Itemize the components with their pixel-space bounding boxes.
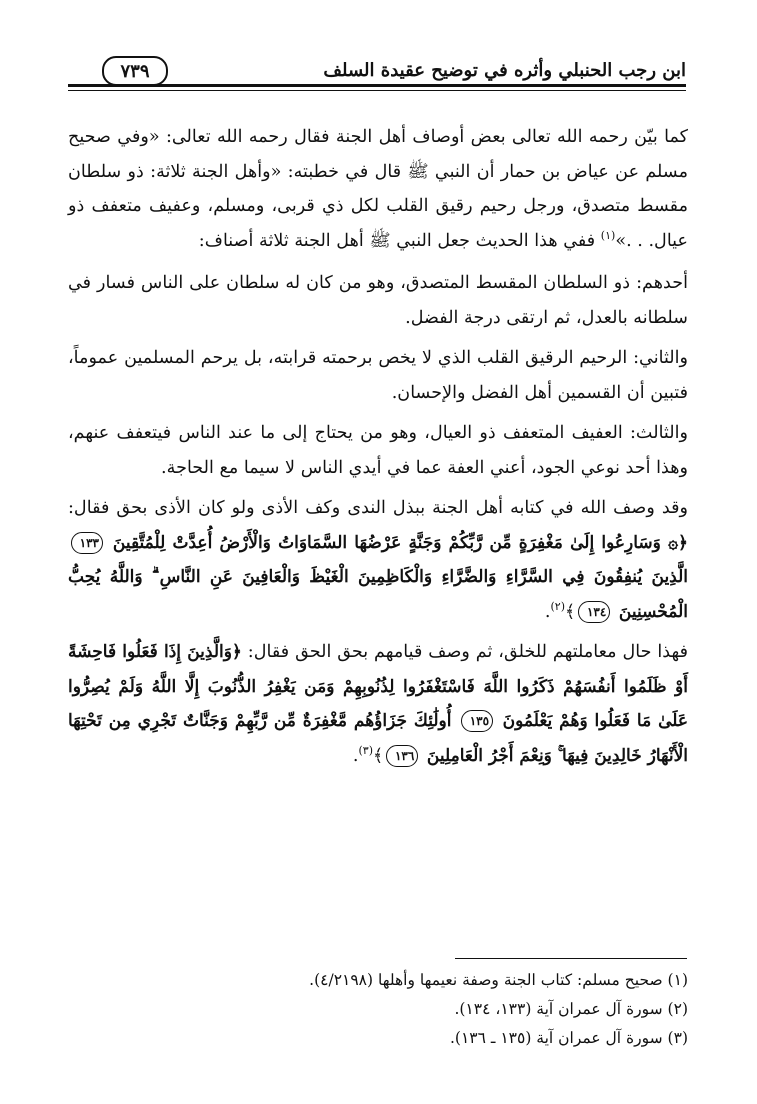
page-header xyxy=(68,52,686,100)
ayah-marker-135: ١٣٥ xyxy=(461,710,493,732)
intro-continuation: ففي هذا الحديث جعل النبي ﷺ أهل الجنة ثلاثة أصناف: xyxy=(198,230,596,251)
footnote-ref-1: (١) xyxy=(600,228,616,242)
running-title: ابن رجب الحنبلي وأثره في توضيح عقيدة السلف xyxy=(323,60,686,81)
paragraph-first-type: أحدهم: ذو السلطان المقسط المتصدق، وهو من كان له سلطان على الناس فسار في سلطانه بالعدل، ثم ارتقى درجة الفضل. xyxy=(68,273,688,328)
quran-1-intro: وقد وصف الله في كتابه أهل الجنة ببذل الندى وكف الأذى ولو كان الأذى بحق فقال: xyxy=(68,498,688,518)
page-number: ٧٣٩ xyxy=(102,56,168,86)
quran-2-intro: فهذا حال معاملتهم للخلق، ثم وصف قيامهم بحق الحق فقال: xyxy=(247,642,689,662)
quran-verse-136: أُولَٰئِكَ جَزَاؤُهُم مَّغْفِرَةٌ مِّن رَّبِّهِمْ وَجَنَّاتٌ تَجْرِي مِن تَحْتِهَا الْأَنْهَارُ خَالِدِينَ فِيهَا ۚ وَنِعْمَ أَجْرُ الْعَامِلِينَ xyxy=(68,711,688,766)
footnote-separator xyxy=(455,958,687,959)
ayah-marker-133: ١٣٣ xyxy=(71,532,103,554)
quran-1-close: ﴾ xyxy=(565,601,576,622)
header-rule-thick xyxy=(68,84,686,87)
quran-verse-133: ﴿۞ وَسَارِعُوا إِلَىٰ مَغْفِرَةٍ مِّن رَّبِّكُمْ وَجَنَّةٍ عَرْضُهَا السَّمَاوَاتُ وَالْأَرْضُ أُعِدَّتْ لِلْمُتَّقِينَ xyxy=(112,532,688,553)
page-body xyxy=(68,120,688,781)
intro-text: كما بيّن رحمه الله تعالى بعض أوصاف أهل الجنة فقال رحمه الله تعالى: «وفي صحيح مسلم عن عياض بن حمار أن النبي ﷺ قال في خطبته: «وأهل الجنة ثلاثة: ذو سلطان مقسط متصدق، ورجل رحيم رقيق القلب لكل ذي قربى، ومسلم، وعفيف متعفف ذو عيال. . .» xyxy=(68,127,688,251)
ayah-marker-136: ١٣٦ xyxy=(386,745,418,767)
quran-verse-134: الَّذِينَ يُنفِقُونَ فِي السَّرَّاءِ وَالضَّرَّاءِ وَالْكَاظِمِينَ الْغَيْظَ وَالْعَافِينَ عَنِ النَّاسِ ۗ وَاللَّهُ يُحِبُّ الْمُحْسِنِينَ xyxy=(68,567,688,622)
footnotes xyxy=(68,966,688,1053)
paragraph-third-type: والثالث: العفيف المتعفف ذو العيال، وهو من يحتاج إلى ما عند الناس فيتعفف عنهم، وهذا أحد نوعي الجود، أعني العفة عما في أيدي الناس لا سيما مع الحاجة. xyxy=(68,423,688,478)
footnote-2: (٢) سورة آل عمران آية (١٣٣، ١٣٤). xyxy=(454,1000,688,1018)
footnote-1: (١) صحيح مسلم: كتاب الجنة وصفة نعيمها وأهلها (٤/٢١٩٨). xyxy=(309,971,688,989)
paragraph-intro xyxy=(68,120,688,258)
footnote-ref-2: (٢) xyxy=(550,599,566,613)
quran-verse-135: ﴿وَالَّذِينَ إِذَا فَعَلُوا فَاحِشَةً أَوْ ظَلَمُوا أَنفُسَهُمْ ذَكَرُوا اللَّهَ فَاسْتَغْفَرُوا لِذُنُوبِهِمْ وَمَن يَغْفِرُ الذُّنُوبَ إِلَّا اللَّهُ وَلَمْ يُصِرُّوا عَلَىٰ مَا فَعَلُوا وَهُمْ يَعْلَمُونَ xyxy=(68,642,689,731)
footnote-3: (٣) سورة آل عمران آية (١٣٥ ـ ١٣٦). xyxy=(449,1029,688,1047)
paragraph-quran-1: وقد وصف الله في كتابه أهل الجنة ببذل الندى وكف الأذى ولو كان الأذى بحق فقال: ﴿۞ وَسَارِعُوا إِلَىٰ مَغْفِرَةٍ مِّن رَّبِّكُمْ وَجَنَّةٍ عَرْضُهَا السَّمَاوَاتُ وَالْأَرْضُ أُعِدَّتْ لِلْمُتَّقِينَ ١٣٣ الَّذِينَ يُنفِقُونَ فِي السَّرَّاءِ وَالضَّرَّاءِ وَالْكَاظِمِينَ الْغَيْظَ وَالْعَافِينَ عَنِ النَّاسِ ۗ وَاللَّهُ يُحِبُّ الْمُحْسِنِينَ ١٣٤﴾$^{(٢)}$. xyxy=(68,498,688,622)
paragraph-second-type: والثاني: الرحيم الرقيق القلب الذي لا يخص برحمته قرابته، بل يرحم المسلمين عموماً، فتبين أن القسمين أهل الفضل والإحسان. xyxy=(68,348,688,403)
ayah-marker-134: ١٣٤ xyxy=(578,601,610,623)
footnote-ref-3: (٣) xyxy=(358,743,373,757)
quran-2-close: ﴾ xyxy=(372,745,384,766)
header-rule-thin xyxy=(68,90,686,91)
paragraph-quran-2: فهذا حال معاملتهم للخلق، ثم وصف قيامهم بحق الحق فقال: ﴿وَالَّذِينَ إِذَا فَعَلُوا فَاحِشَةً أَوْ ظَلَمُوا أَنفُسَهُمْ ذَكَرُوا اللَّهَ فَاسْتَغْفَرُوا لِذُنُوبِهِمْ وَمَن يَغْفِرُ الذُّنُوبَ إِلَّا اللَّهُ وَلَمْ يُصِرُّوا عَلَىٰ مَا فَعَلُوا وَهُمْ يَعْلَمُونَ ١٣٥ أُولَٰئِكَ جَزَاؤُهُم مَّغْفِرَةٌ مِّن رَّبِّهِمْ وَجَنَّاتٌ تَجْرِي مِن تَحْتِهَا الْأَنْهَارُ خَالِدِينَ فِيهَا ۚ وَنِعْمَ أَجْرُ الْعَامِلِينَ ١٣٦﴾$^{(٣)}$. xyxy=(68,642,689,766)
